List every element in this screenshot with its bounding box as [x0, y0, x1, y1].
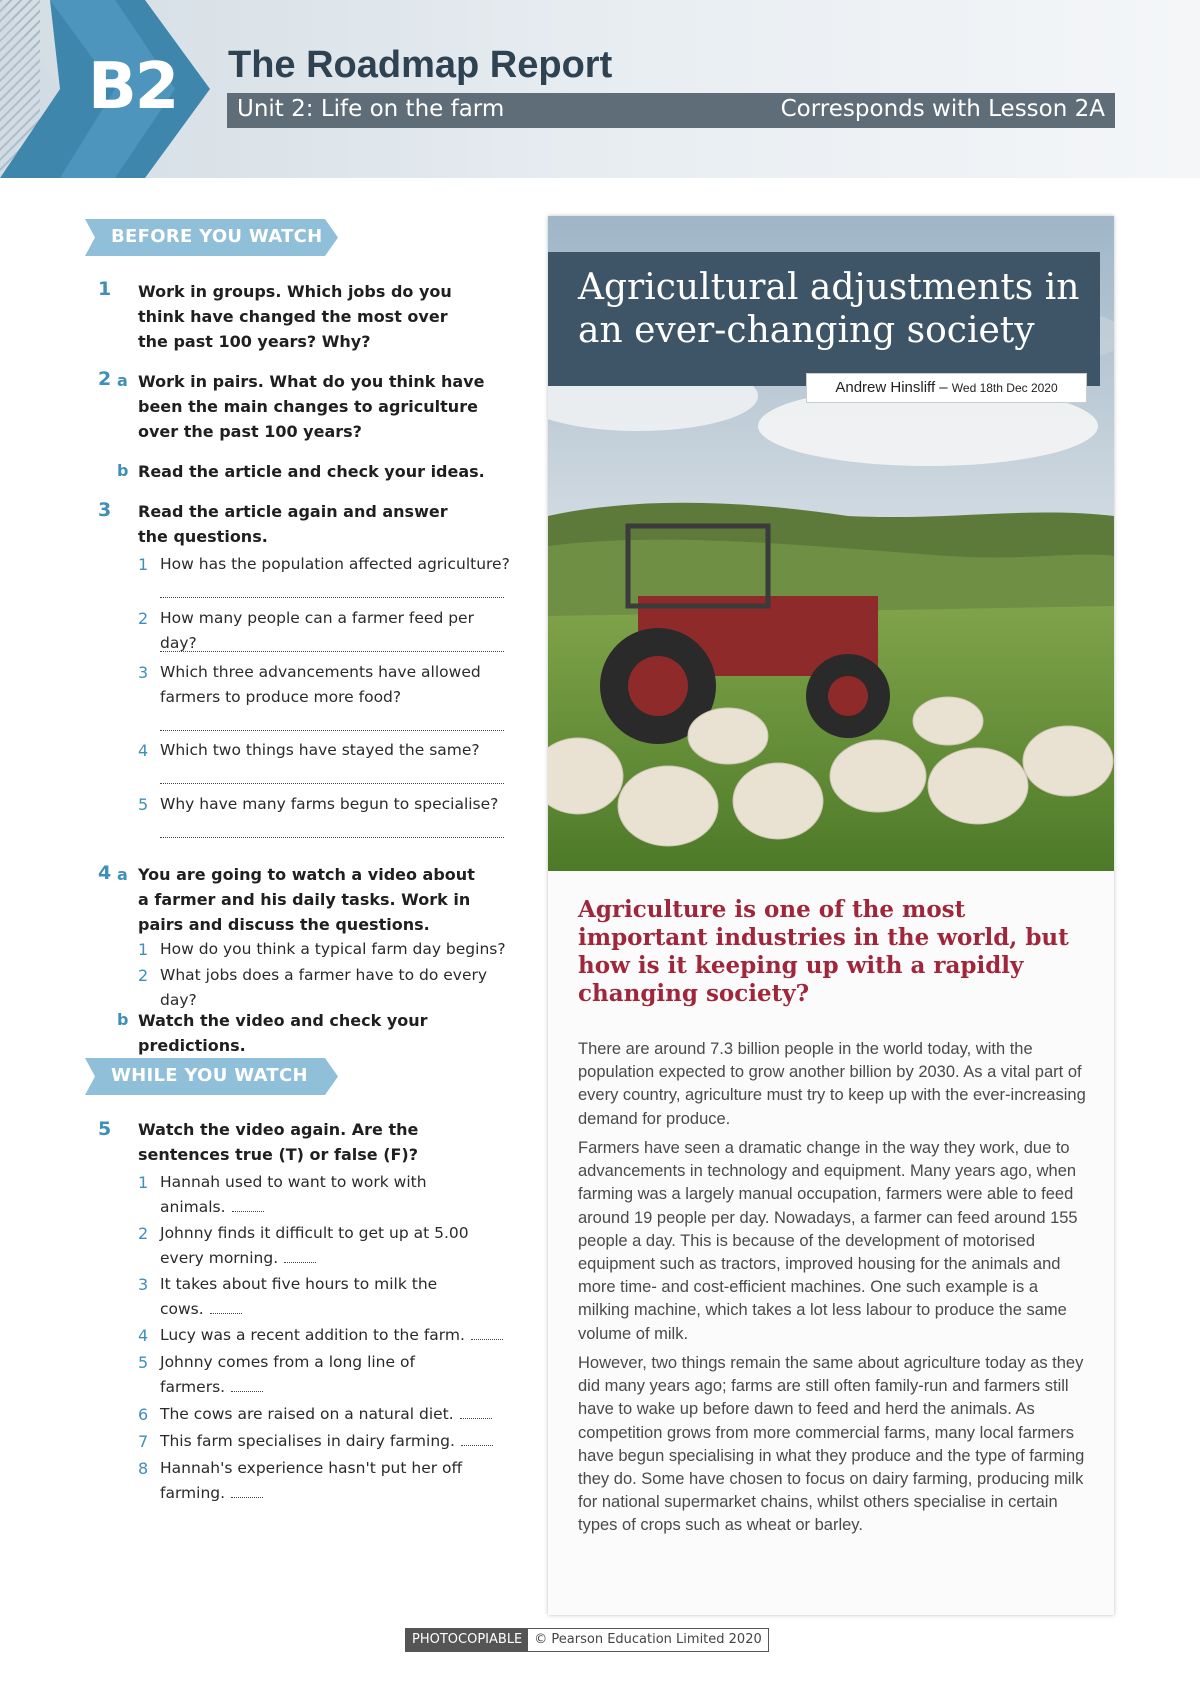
answer-line[interactable] [160, 730, 504, 731]
section-tag-while [85, 1058, 338, 1095]
question-number: 1 [138, 1173, 149, 1192]
article-author: Andrew Hinsliff – [835, 379, 952, 396]
exercise-4b-instruction: Watch the video and check your predictions. [138, 1011, 428, 1055]
exercise-1-instruction: Work in groups. Which jobs do you think have changed the most over the past 100 years? Why? [138, 282, 452, 351]
question-number: 3 [138, 1275, 149, 1294]
answer-blank[interactable] [210, 1313, 242, 1314]
section-title: BEFORE YOU WATCH [111, 226, 323, 247]
level-badge: B2 [88, 50, 178, 124]
report-title: The Roadmap Report [228, 44, 613, 86]
exercise-number: 2 [98, 368, 112, 390]
statement-item [160, 1323, 510, 1348]
answer-blank[interactable] [460, 1418, 492, 1419]
question-number: 1 [138, 940, 149, 959]
statement-item [160, 1429, 510, 1454]
question-number: 3 [138, 663, 149, 682]
photocopiable-label: PHOTOCOPIABLE [406, 1629, 528, 1651]
exercise-number: 3 [98, 499, 112, 521]
question-number: 2 [138, 1224, 149, 1243]
statement-text: It takes about five hours to milk the cows. [160, 1275, 438, 1318]
answer-blank[interactable] [231, 1497, 263, 1498]
copyright-text: © Pearson Education Limited 2020 [528, 1629, 767, 1651]
answer-blank[interactable] [232, 1211, 264, 1212]
exercise-number: 5 [98, 1118, 112, 1140]
exercise-sub-label: b [117, 461, 129, 480]
article-paragraph: Farmers have seen a dramatic change in the way they work, due to advancements in technology and equipment. Many years ago, when farming was a largely manual occupation, farmers were able to feed around 19 people per day. Nowadays, a farmer can feed around 155 people a day. This is because of the development of motorised equipment such as tractors, improved housing for the animals and more time- and cost-efficient machines. One such example is a milking machine, which takes a lot less labour to produce the same volume of milk. [578, 1139, 1078, 1343]
section-tag-before [85, 219, 338, 256]
question-text: How many people can a farmer feed per day? [160, 609, 474, 652]
exercise-4a-instruction: You are going to watch a video about a farmer and his daily tasks. Work in pairs and discuss the questions. [138, 865, 475, 934]
statement-item [160, 1456, 480, 1506]
statement-text: The cows are raised on a natural diet. [160, 1405, 454, 1423]
question-number: 6 [138, 1405, 149, 1424]
page-footer [405, 1628, 769, 1652]
answer-blank[interactable] [231, 1391, 263, 1392]
article-byline [806, 373, 1087, 403]
statement-text: Lucy was a recent addition to the farm. [160, 1326, 465, 1344]
exercise-2b-instruction: Read the article and check your ideas. [138, 462, 485, 481]
exercise-sub-label: a [117, 371, 128, 390]
lesson-reference: Corresponds with Lesson 2A [780, 96, 1105, 122]
question-number: 5 [138, 795, 149, 814]
unit-title: Unit 2: Life on the farm [237, 96, 505, 122]
question-number: 8 [138, 1459, 149, 1478]
statement-text: Johnny comes from a long line of farmers. [160, 1353, 415, 1396]
answer-line[interactable] [160, 597, 504, 598]
statement-text: Hannah used to want to work with animals. [160, 1173, 427, 1216]
question-number: 4 [138, 741, 149, 760]
exercise-number: 4 [98, 862, 112, 884]
exercise-number: 1 [98, 278, 112, 300]
answer-line[interactable] [160, 837, 504, 838]
statement-item [160, 1170, 470, 1220]
article-title-box [548, 252, 1100, 386]
question-number: 5 [138, 1353, 149, 1372]
answer-blank[interactable] [461, 1445, 493, 1446]
question-number: 2 [138, 609, 149, 628]
question-text: How has the population affected agriculture? [160, 555, 510, 573]
article-lead: Agriculture is one of the most important industries in the world, but how is it keeping up with a rapidly changing society? [578, 896, 1069, 1007]
article-paragraph: However, two things remain the same about agriculture today as they did many years ago; farms are still often family-run and farmers still have to wake up before dawn to feed and herd the animals. As competition grows from more commercial farms, many local farmers have begun specialising in what they produce and the type of farming they do. Some have chosen to focus on dairy farming, producing milk for national supermarket chains, whilst others specialise in certain types of crops such as wheat or barley. [578, 1354, 1085, 1535]
section-title: WHILE YOU WATCH [111, 1065, 308, 1086]
article-title: Agricultural adjustments in an ever-changing society [578, 267, 1080, 351]
page-header [0, 0, 1200, 178]
exercise-5-instruction: Watch the video again. Are the sentences true (T) or false (F)? [138, 1120, 419, 1164]
exercise-3-instruction: Read the article again and answer the questions. [138, 502, 448, 546]
exercise-2a-instruction: Work in pairs. What do you think have been the main changes to agriculture over the past 100 years? [138, 372, 485, 441]
answer-blank[interactable] [471, 1339, 503, 1340]
question-text: Which three advancements have allowed farmers to produce more food? [160, 663, 481, 706]
statement-item [160, 1272, 460, 1322]
answer-line[interactable] [160, 651, 504, 652]
answer-line[interactable] [160, 783, 504, 784]
question-number: 7 [138, 1432, 149, 1451]
exercise-sub-label: a [117, 865, 128, 884]
statement-item [160, 1350, 440, 1400]
question-number: 1 [138, 555, 149, 574]
question-text: What jobs does a farmer have to do every day? [160, 966, 488, 1009]
article-paragraph: There are around 7.3 billion people in the world today, with the population expected to grow another billion by 2030. As a vital part of every country, agriculture must try to keep up with the ever-increasing demand for produce. [578, 1040, 1086, 1128]
answer-blank[interactable] [284, 1262, 316, 1263]
unit-bar [227, 93, 1115, 128]
exercise-sub-label: b [117, 1010, 129, 1029]
question-text: How do you think a typical farm day begins? [160, 940, 506, 958]
question-text: Why have many farms begun to specialise? [160, 795, 499, 813]
question-number: 2 [138, 966, 149, 985]
statement-text: This farm specialises in dairy farming. [160, 1432, 455, 1450]
article-date: Wed 18th Dec 2020 [951, 381, 1058, 395]
statement-item [160, 1402, 510, 1427]
statement-text: Hannah's experience hasn't put her off farming. [160, 1459, 463, 1502]
statement-item [160, 1221, 480, 1271]
statement-text: Johnny finds it difficult to get up at 5.00 every morning. [160, 1224, 469, 1267]
question-number: 4 [138, 1326, 149, 1345]
question-text: Which two things have stayed the same? [160, 741, 480, 759]
